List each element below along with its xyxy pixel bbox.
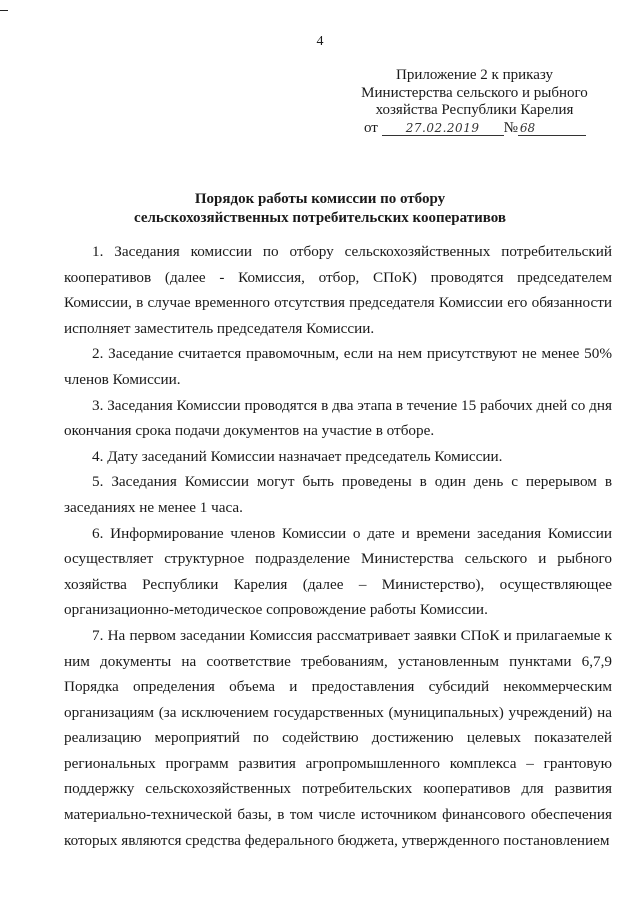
- handwritten-date: 27.02.2019: [382, 121, 504, 136]
- paragraph-4: 4. Дату заседаний Комиссии назначает председатель Комиссии.: [92, 447, 503, 465]
- appendix-line-3: хозяйства Республики Карелия: [375, 102, 574, 118]
- date-prefix: от: [364, 119, 378, 136]
- title-line-1: Порядок работы комиссии по отбору: [194, 191, 446, 207]
- document-body: [64, 239, 612, 853]
- paragraph-6: 6. Информирование членов Комиссии о дате и времени заседания Комиссии осуществляет структурное подразделение Министерства сельского и рыбного хозяйства Республики Карелия (далее – Министерство), осуществляющее организационно-методическое сопровождение работы Комиссии.: [64, 524, 612, 619]
- paragraph-7: 7. На первом заседании Комиссия рассматривает заявки СПоК и прилагаемые к ним документы на соответствие требованиям, установленным пунктами 6,7,9 Порядка определения объема и предоставления субсидий некоммерческим организациям (за исключением государственных (муниципальных) учреждений) на реализацию мероприятий по содействию достижению целевых показателей региональных программ развития агропромышленного комплекса – грантовую поддержку сельскохозяйственных потребительских кооперативов для развития материально-технической базы, в том числе источником финансового обеспечения которых являются средства федерального бюджета, утвержденного постановлением: [64, 626, 612, 849]
- paragraph-2: 2. Заседание считается правомочным, если на нем присутствуют не менее 50% членов Комиссии.: [64, 345, 612, 388]
- handwritten-number: 68: [518, 121, 586, 136]
- paragraph-5: 5. Заседания Комиссии могут быть проведены в один день с перерывом в заседаниях не менее 1 часа.: [64, 473, 612, 516]
- appendix-line-1: Приложение 2 к приказу: [396, 67, 553, 83]
- paragraph-3: 3. Заседания Комиссии проводятся в два этапа в течение 15 рабочих дней со дня окончания срока подачи документов на участие в отборе.: [64, 396, 612, 440]
- number-prefix: №: [503, 119, 518, 136]
- order-date-line: [352, 120, 597, 138]
- page-number: 4: [316, 34, 324, 49]
- appendix-line-2: Министерства сельского и рыбного: [361, 84, 588, 101]
- document-title: [0, 190, 640, 227]
- margin-mark: [0, 10, 8, 11]
- appendix-header: [352, 67, 597, 137]
- paragraph-1: 1. Заседания комиссии по отбору сельскохозяйственных потребительский кооперативов (далее - Комиссия, отбор, СПоК) проводятся председателем Комиссии, в случае временного отсутствия председателя Комиссии его обязанности исполняет заместитель председателя Комиссии.: [64, 243, 612, 337]
- title-line-2: сельскохозяйственных потребительских кооперативов: [134, 209, 506, 226]
